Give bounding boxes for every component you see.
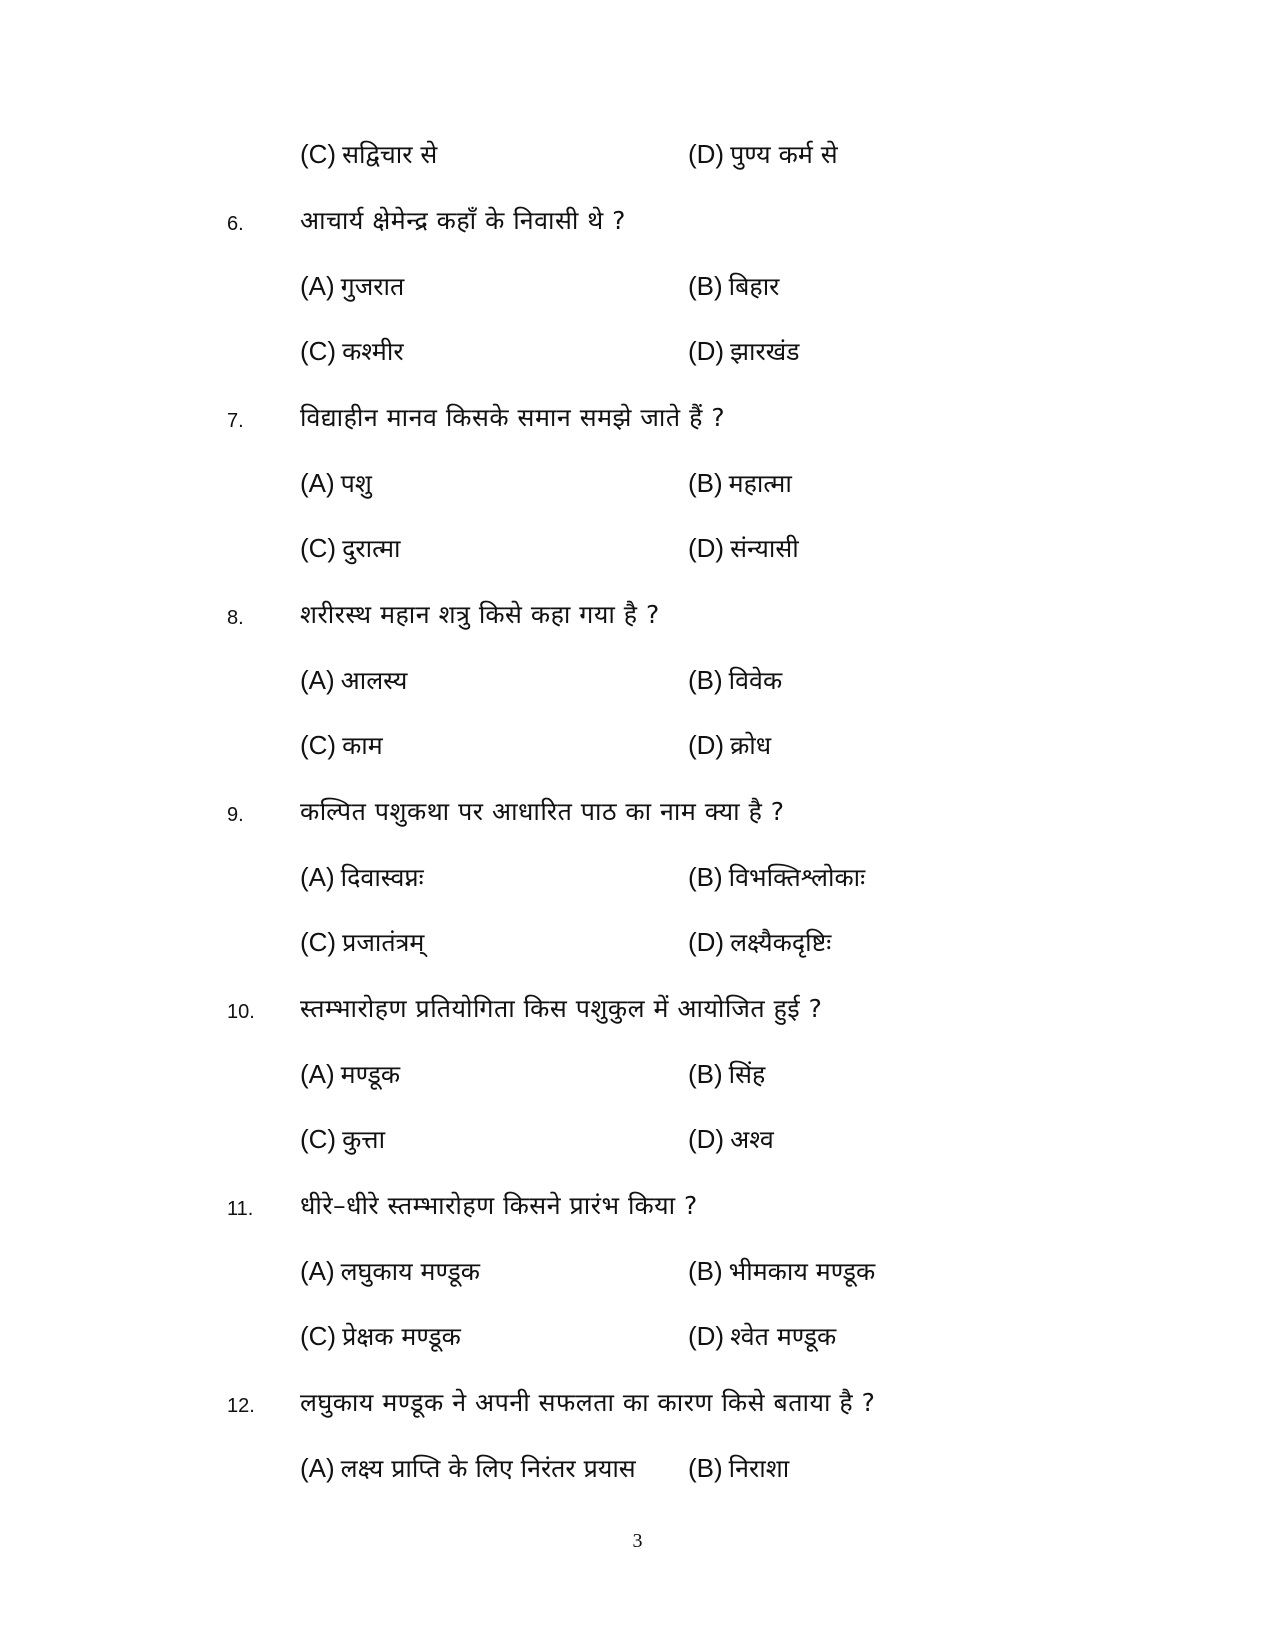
option-a: (A) मण्डूक [300,1059,401,1089]
option-c: (C) प्रेक्षक मण्डूक [300,1321,461,1351]
option-d: (D) अश्व [688,1124,774,1154]
option-row [0,1051,1275,1101]
option-c: (C) कश्मीर [300,336,404,366]
question-number: 12. [227,1395,255,1417]
option-row [0,460,1275,510]
question-text: कल्पित पशुकथा पर आधारित पाठ का नाम क्या है ? [300,797,785,826]
option-row [0,263,1275,313]
question-row [0,985,1275,1035]
question-text: विद्याहीन मानव किसके समान समझे जाते हैं ? [300,403,726,432]
question-text: स्तम्भारोहण प्रतियोगिता किस पशुकुल में आयोजित हुई ? [300,994,823,1023]
option-a: (A) दिवास्वप्नः [300,862,424,892]
option-row [0,131,1275,181]
option-b: (B) भीमकाय मण्डूक [688,1256,876,1286]
question-row [0,788,1275,838]
question-number: 10. [227,1001,255,1023]
question-row [0,1379,1275,1429]
option-d: (D) संन्यासी [688,533,799,563]
option-c: (C) दुरात्मा [300,533,401,563]
option-c: (C) सद्विचार से [300,139,438,169]
option-row [0,1445,1275,1495]
option-b: (B) बिहार [688,271,780,301]
option-c: (C) काम [300,730,383,760]
question-text: आचार्य क्षेमेन्द्र कहाँ के निवासी थे ? [300,206,626,235]
option-a: (A) आलस्य [300,665,408,695]
page-number: 3 [632,1530,643,1552]
option-row [0,1248,1275,1298]
question-number: 8. [227,607,244,629]
question-row [0,1182,1275,1232]
option-d: (D) क्रोध [688,730,772,760]
question-number: 6. [227,213,244,235]
option-b: (B) विभक्तिश्लोकाः [688,862,866,892]
option-d: (D) लक्ष्यैकदृष्टिः [688,927,832,957]
option-a: (A) गुजरात [300,271,405,301]
question-row [0,591,1275,641]
option-a: (A) पशु [300,468,372,498]
option-d: (D) पुण्य कर्म से [688,139,838,169]
option-row [0,525,1275,575]
option-c: (C) प्रजातंत्रम् [300,927,425,957]
option-d: (D) श्वेत मण्डूक [688,1321,837,1351]
question-number: 9. [227,804,244,826]
option-d: (D) झारखंड [688,336,800,366]
question-number: 11. [227,1198,254,1220]
option-c: (C) कुत्ता [300,1124,386,1154]
option-b: (B) सिंह [688,1059,766,1089]
option-row [0,1116,1275,1166]
option-b: (B) महात्मा [688,468,792,498]
option-row [0,657,1275,707]
option-row [0,1313,1275,1363]
question-text: लघुकाय मण्डूक ने अपनी सफलता का कारण किसे बताया है ? [300,1388,876,1417]
option-row [0,919,1275,969]
option-a: (A) लक्ष्य प्राप्ति के लिए निरंतर प्रयास [300,1453,636,1483]
option-b: (B) निराशा [688,1453,790,1483]
question-number: 7. [227,410,244,432]
option-a: (A) लघुकाय मण्डूक [300,1256,480,1286]
question-text: धीरे–धीरे स्तम्भारोहण किसने प्रारंभ किया ? [300,1191,698,1220]
option-row [0,722,1275,772]
question-row [0,197,1275,247]
question-text: शरीरस्थ महान शत्रु किसे कहा गया है ? [300,600,660,629]
question-row [0,394,1275,444]
option-row [0,854,1275,904]
option-row [0,328,1275,378]
option-b: (B) विवेक [688,665,783,695]
